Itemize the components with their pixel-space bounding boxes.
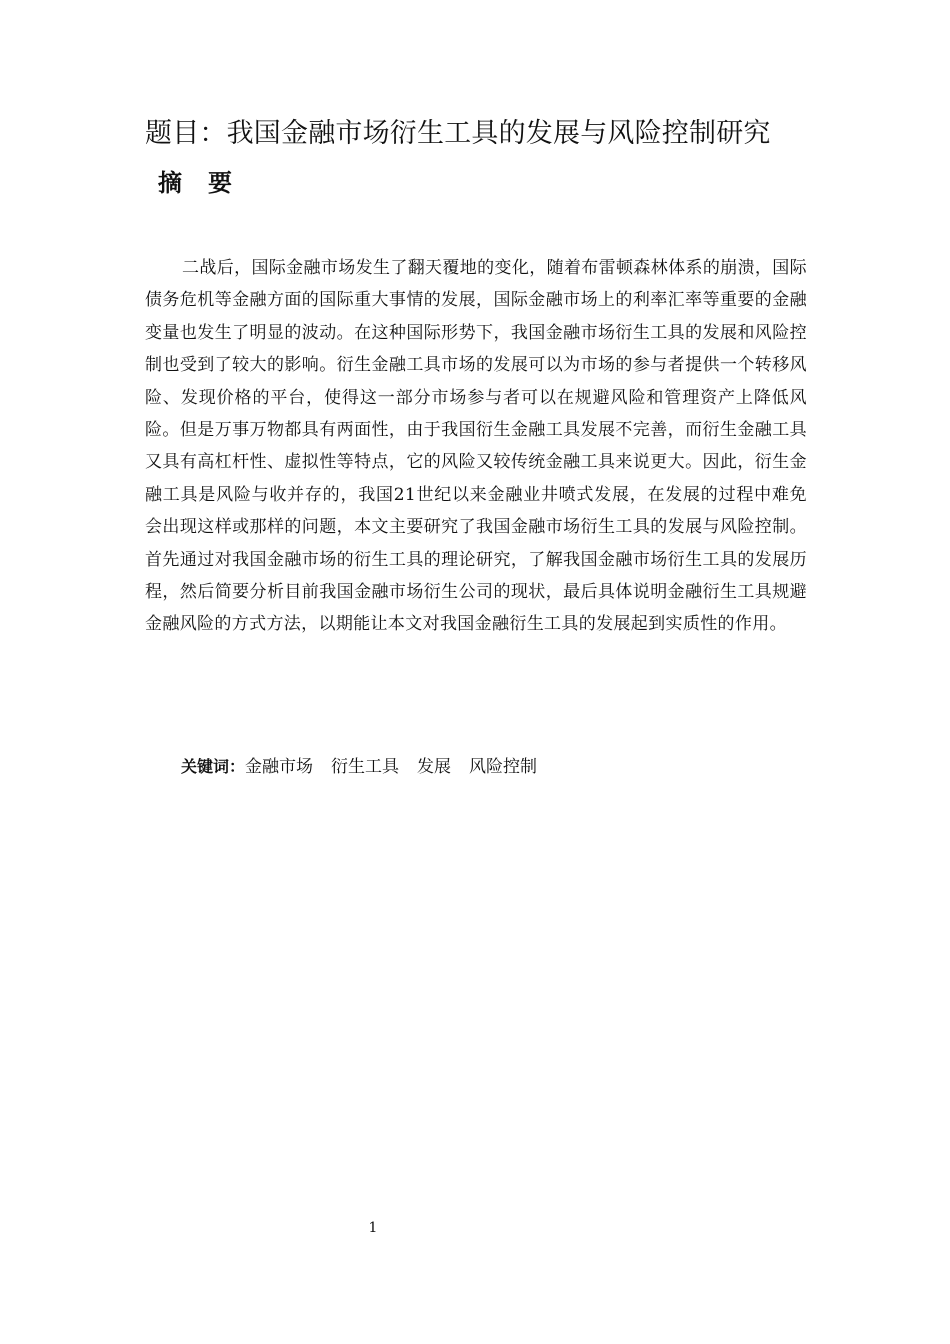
page-number: 1 xyxy=(368,1220,378,1236)
keyword-4: 风险控制 xyxy=(469,757,538,777)
document-title: 题目：我国金融市场衍生工具的发展与风险控制研究 xyxy=(145,118,771,149)
keywords-label: 关键词： xyxy=(181,757,246,776)
keyword-2: 衍生工具 xyxy=(331,757,400,777)
abstract-heading-char-2: 要 xyxy=(208,169,232,197)
abstract-heading-char-1: 摘 xyxy=(158,169,182,197)
abstract-paragraph: 二战后，国际金融市场发生了翻天覆地的变化，随着布雷顿森林体系的崩溃，国际债务危机等金融方面的国际重大事情的发展，国际金融市场上的利率汇率等重要的金融变量也发生了明显的波动。在这种国际形势下，我国金融市场衍生工具的发展和风险控制也受到了较大的影响。衍生金融工具市场的发展可以为市场的参与者提供一个转移风险、发现价格的平台，使得这一部分市场参与者可以在规避风险和管理资产上降低风险。但是万事万物都具有两面性，由于我国衍生金融工具发展不完善，而衍生金融工具又具有高杠杆性、虚拟性等特点，它的风险又较传统金融工具来说更大。因此，衍生金融工具是风险与收并存的，我国21世纪以来金融业井喷式发展，在发展的过程中难免会出现这样或那样的问题，本文主要研究了我国金融市场衍生工具的发展与风险控制。首先通过对我国金融市场的衍生工具的理论研究，了解我国金融市场衍生工具的发展历程，然后简要分析目前我国金融市场衍生公司的现状，最后具体说明金融衍生工具规避金融风险的方式方法，以期能让本文对我国金融衍生工具的发展起到实质性的作用。 xyxy=(145,258,807,635)
keyword-3: 发展 xyxy=(417,757,452,777)
abstract-heading xyxy=(158,165,232,201)
keywords-line xyxy=(181,752,555,782)
keyword-1: 金融市场 xyxy=(245,757,314,777)
